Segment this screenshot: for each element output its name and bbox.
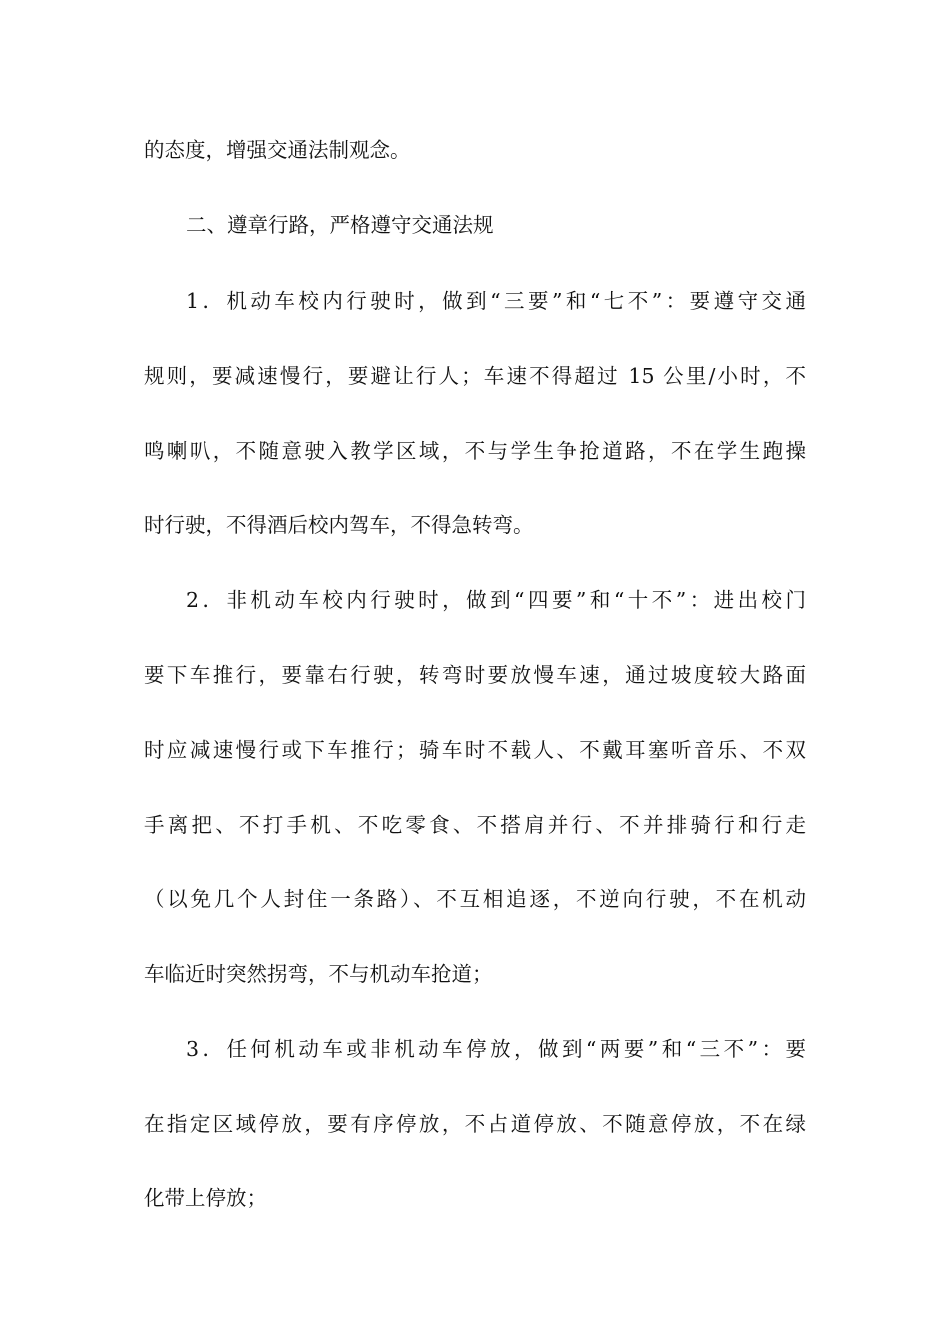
text-line-8: 要下车推行，要靠右行驶，转弯时要放慢车速，通过坡度较大路面	[144, 663, 806, 687]
text-line-6: 时行驶，不得酒后校内驾车，不得急转弯。	[144, 513, 534, 537]
text-line-13: 3．任何机动车或非机动车停放，做到“两要”和“三不”：要	[186, 1037, 806, 1061]
section-heading: 二、遵章行路，严格遵守交通法规	[186, 213, 494, 237]
text-line-4: 规则，要减速慢行，要避让行人；车速不得超过 15 公里/小时，不	[144, 364, 806, 388]
text-line-3: 1．机动车校内行驶时，做到“三要”和“七不”：要遵守交通	[186, 289, 806, 313]
text-line-10: 手离把、不打手机、不吃零食、不搭肩并行、不并排骑行和行走	[144, 813, 806, 837]
text-line-1: 的态度，增强交通法制观念。	[144, 138, 411, 162]
text-line-11: （以免几个人封住一条路）、不互相追逐，不逆向行驶，不在机动	[144, 887, 806, 911]
text-line-7: 2．非机动车校内行驶时，做到“四要”和“十不”：进出校门	[186, 588, 806, 612]
text-line-14: 在指定区域停放，要有序停放，不占道停放、不随意停放，不在绿	[144, 1112, 806, 1136]
text-line-5: 鸣喇叭，不随意驶入教学区域，不与学生争抢道路，不在学生跑操	[144, 439, 806, 463]
text-line-9: 时应减速慢行或下车推行；骑车时不载人、不戴耳塞听音乐、不双	[144, 738, 806, 762]
text-line-15: 化带上停放；	[144, 1186, 267, 1210]
text-line-12: 车临近时突然拐弯，不与机动车抢道；	[144, 962, 493, 986]
